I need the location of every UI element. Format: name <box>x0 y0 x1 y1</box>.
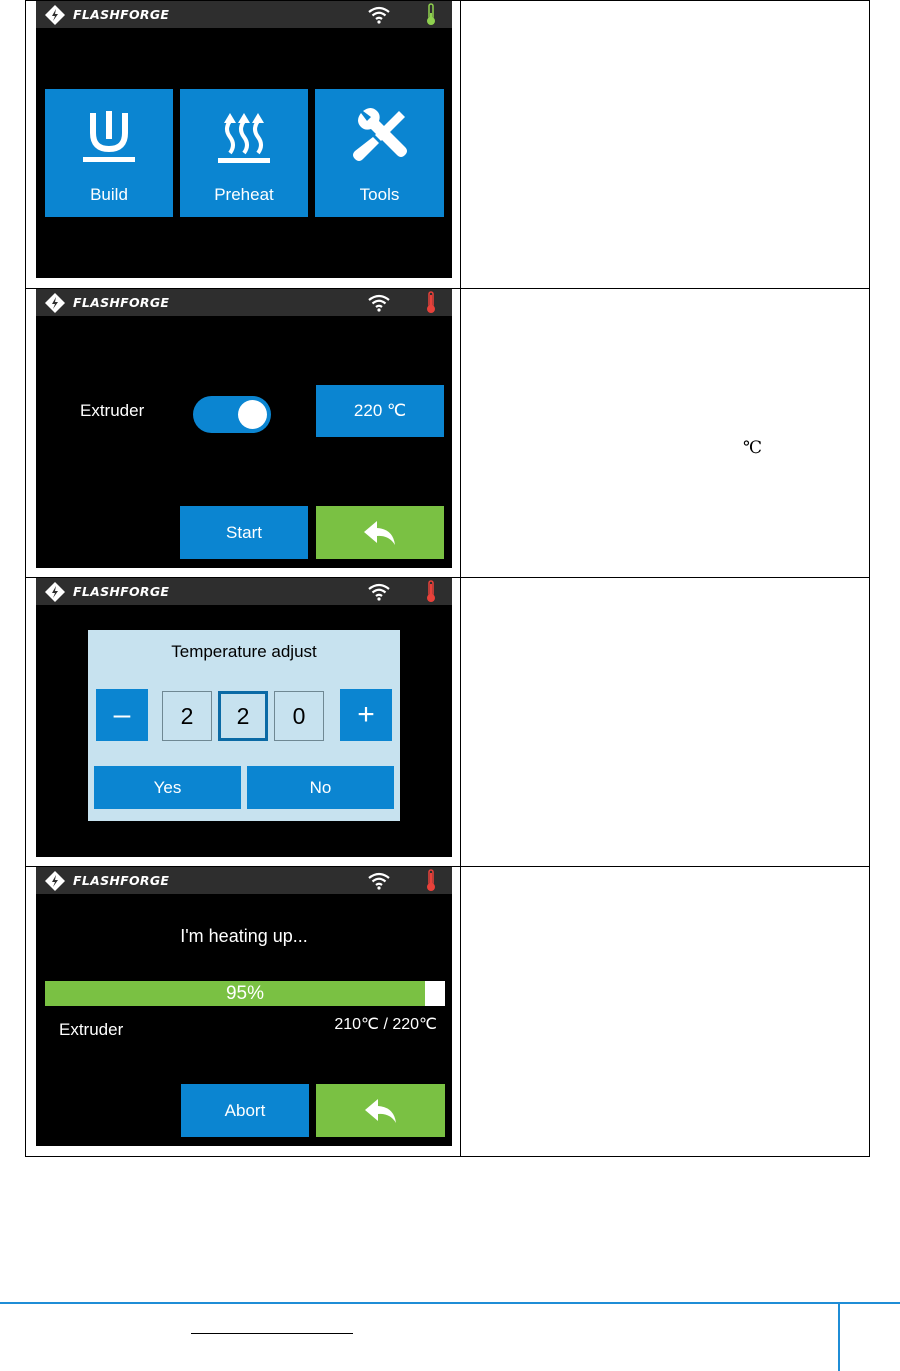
heating-progress-bar <box>45 981 445 1006</box>
thermometer-icon <box>425 869 437 892</box>
flashforge-logo-icon <box>44 870 66 892</box>
build-tile-button[interactable] <box>45 89 173 217</box>
increase-button[interactable]: + <box>340 689 392 741</box>
footer-underline <box>191 1333 353 1334</box>
description-cell <box>460 867 869 1156</box>
description-cell <box>460 1 869 288</box>
footer-vertical-rule <box>838 1304 840 1371</box>
printer-screen-temperature-adjust <box>36 578 452 857</box>
description-cell <box>460 578 869 866</box>
toggle-knob <box>238 400 267 429</box>
extruder-label: Extruder <box>59 1020 124 1039</box>
thermometer-icon <box>425 291 437 314</box>
status-bar <box>36 289 452 316</box>
temperature-button[interactable]: 220 ℃ <box>316 385 444 437</box>
brand-name: FLASHFORGE <box>73 873 170 888</box>
preheat-tile-button[interactable] <box>180 89 308 217</box>
document-table <box>25 0 870 1157</box>
no-button[interactable]: No <box>247 766 394 809</box>
build-icon <box>81 107 137 165</box>
celsius-symbol: ℃ <box>743 438 763 458</box>
tools-icon <box>351 107 409 165</box>
table-row <box>26 289 869 578</box>
digit-tens[interactable]: 2 <box>218 691 268 741</box>
yes-button[interactable]: Yes <box>94 766 241 809</box>
heating-status-text: I'm heating up... <box>180 926 308 946</box>
thermometer-icon <box>425 580 437 603</box>
printer-screen-heating <box>36 867 452 1146</box>
extruder-toggle[interactable] <box>193 396 271 433</box>
wifi-icon <box>367 293 391 312</box>
description-cell <box>460 289 869 577</box>
back-button[interactable] <box>316 1084 445 1137</box>
preheat-label: Preheat <box>214 185 274 204</box>
progress-percent: 95% <box>225 982 265 1004</box>
table-row <box>26 578 869 867</box>
printer-screen-preheat <box>36 289 452 568</box>
brand-name: FLASHFORGE <box>73 584 170 599</box>
tools-label: Tools <box>359 185 400 204</box>
footer-rule <box>0 1302 900 1304</box>
wifi-icon <box>367 5 391 24</box>
flashforge-logo-icon <box>44 581 66 603</box>
digit-hundreds[interactable]: 2 <box>162 691 212 741</box>
printer-screen-home <box>36 1 452 278</box>
flashforge-logo-icon <box>44 292 66 314</box>
extruder-label: Extruder <box>80 401 145 420</box>
back-arrow-icon <box>363 520 397 546</box>
table-row <box>26 867 869 1157</box>
tools-tile-button[interactable] <box>315 89 444 217</box>
status-bar <box>36 867 452 894</box>
brand-name: FLASHFORGE <box>73 295 170 310</box>
flashforge-logo-icon <box>44 4 66 26</box>
build-label: Build <box>90 185 128 204</box>
abort-button[interactable]: Abort <box>181 1084 309 1137</box>
back-arrow-icon <box>364 1098 398 1124</box>
dialog-title: Temperature adjust <box>171 642 317 661</box>
decrease-button[interactable]: – <box>96 689 148 741</box>
temperature-readout: 210℃ / 220℃ <box>334 1016 437 1033</box>
wifi-icon <box>367 871 391 890</box>
back-button[interactable] <box>316 506 444 559</box>
start-button[interactable]: Start <box>180 506 308 559</box>
status-bar <box>36 578 452 605</box>
preheat-icon <box>216 107 272 165</box>
wifi-icon <box>367 582 391 601</box>
digit-ones[interactable]: 0 <box>274 691 324 741</box>
temperature-adjust-dialog <box>88 630 400 821</box>
brand-name: FLASHFORGE <box>73 7 170 22</box>
status-bar <box>36 1 452 28</box>
table-row <box>26 0 869 289</box>
thermometer-icon <box>425 3 437 26</box>
